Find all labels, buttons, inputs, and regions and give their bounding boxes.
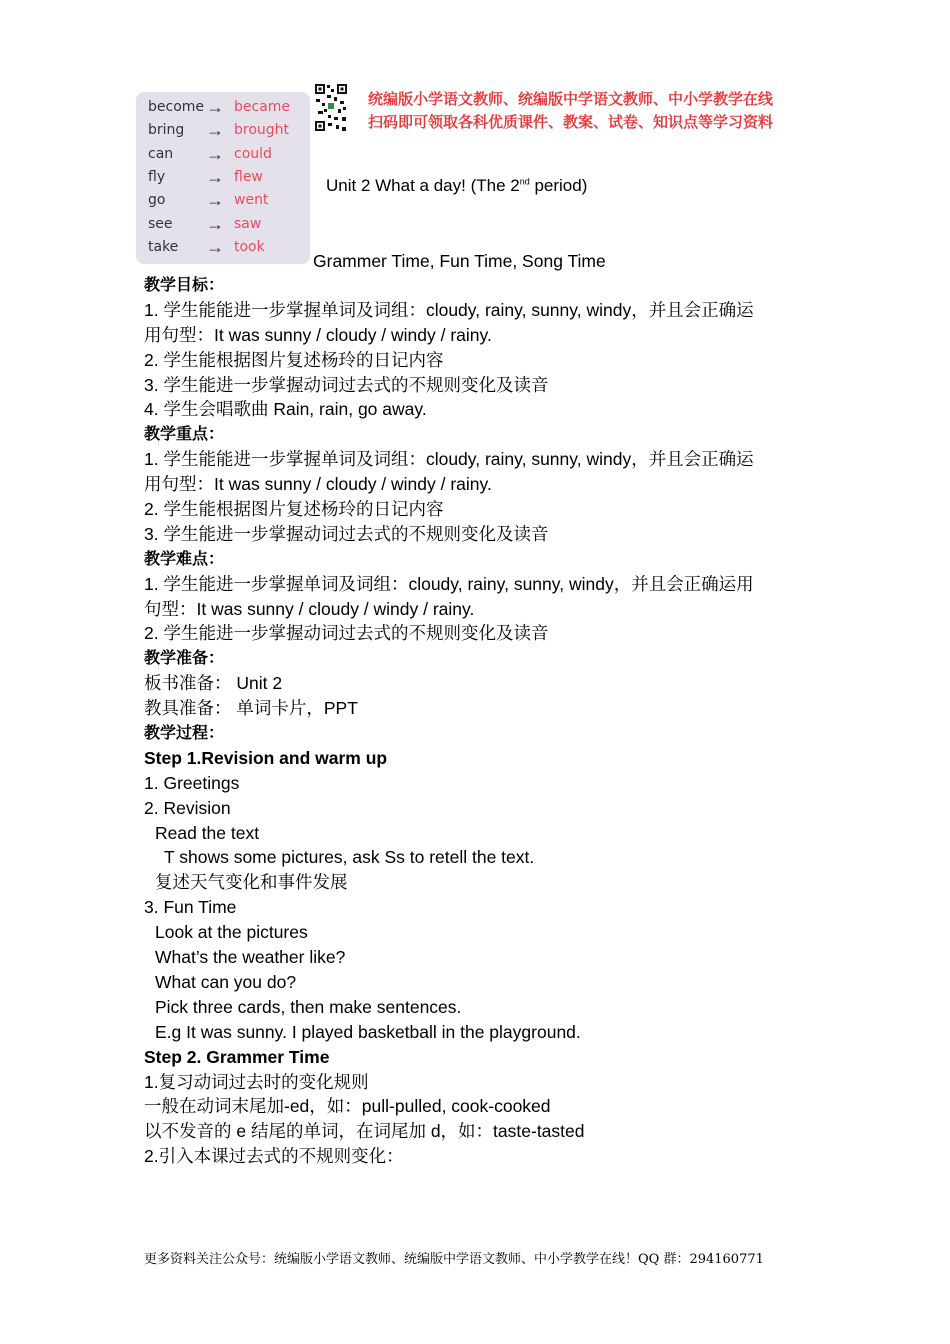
text-line: 2. 学生能进一步掌握动词过去式的不规则变化及读音 [144,623,549,644]
promo-line-1: 统编版小学语文教师、统编版中学语文教师、中小学教学在线 [368,90,774,108]
text-line: 4. 学生会唱歌曲 Rain, rain, go away. [144,399,427,420]
arrow-right-icon: → [206,166,224,187]
verb-row [148,166,308,192]
subtitle: Grammer Time, Fun Time, Song Time [313,251,606,271]
arrow-right-icon: → [206,97,224,117]
text-line: T shows some pictures, ask Ss to retell the text. [164,847,535,868]
text-line: 2. Revision [144,797,231,818]
verb-past: took [234,238,265,255]
step-heading: Step 1.Revision and warm up [144,747,388,768]
verb-past: became [234,99,291,115]
section-heading: 教学准备： [144,648,225,668]
text-line: 3. 学生能进一步掌握动词过去式的不规则变化及读音 [144,523,549,544]
arrow-right-icon: → [206,120,224,141]
title-main: Unit 2 What a day! (The 2 [326,176,520,195]
section-heading: 教学难点： [144,548,225,568]
verb-base: become [148,99,205,115]
verb-base: see [148,215,173,232]
verb-row [148,143,308,169]
text-line: 复述天气变化和事件发展 [155,872,348,893]
section-heading: 教学重点： [144,424,225,444]
text-line: 1. 学生能能进一步掌握单词及词组：cloudy, rainy, sunny, windy，并且会正确运 [144,449,754,470]
verb-past: could [234,145,272,162]
text-line: 3. 学生能进一步掌握动词过去式的不规则变化及读音 [144,374,549,395]
verb-row [148,99,308,122]
verb-past: went [234,192,269,209]
text-line: 用句型：It was sunny / cloudy / windy / rainy. [144,474,492,495]
verb-past: flew [234,168,263,185]
text-line: 一般在动词末尾加-ed，如：pull-pulled, cook-cooked [144,1096,551,1117]
text-line: 句型：It was sunny / cloudy / windy / rainy. [144,598,475,619]
arrow-right-icon: → [206,213,224,234]
text-line: 教具准备： 单词卡片，PPT [144,698,358,719]
verb-row [148,192,308,215]
text-line: What can you do? [155,971,297,992]
verb-past: brought [234,122,290,139]
qr-code-icon [314,83,348,133]
text-line: 1.复习动词过去时的变化规则 [144,1071,369,1092]
section-heading: 教学过程： [144,723,225,743]
text-line: What’s the weather like? [155,947,346,968]
verb-base: go [148,192,166,209]
text-line: Pick three cards, then make sentences. [155,996,462,1017]
footer: 更多资料关注公众号：统编版小学语文教师、统编版中学语文教师、中小学教学在线！QQ 群：294160771 [144,1252,764,1267]
section-heading: 教学目标： [144,275,225,294]
text-line: 2.引入本课过去式的不规则变化： [144,1146,404,1167]
text-line: 2. 学生能根据图片复述杨玲的日记内容 [144,499,444,520]
arrow-right-icon: → [206,236,224,257]
verb-table-image [136,92,310,264]
text-line: 1. 学生能进一步掌握单词及词组：cloudy, rainy, sunny, windy，并且会正确运用 [144,573,754,594]
verb-base: take [148,238,179,255]
text-line: 2. 学生能根据图片复述杨玲的日记内容 [144,349,444,370]
step-heading: Step 2. Grammer Time [144,1046,330,1067]
text-line: E.g It was sunny. I played basketball in the playground. [155,1021,581,1042]
lesson-content [144,273,814,1169]
arrow-right-icon: → [206,143,224,164]
text-line: Look at the pictures [155,922,308,943]
text-line: 以不发音的 e 结尾的单词，在词尾加 d，如：taste-tasted [144,1121,585,1142]
verb-row [148,213,308,239]
page-title [326,176,587,196]
text-line: 1. Greetings [144,772,240,793]
text-line: 1. 学生能能进一步掌握单词及词组：cloudy, rainy, sunny, windy，并且会正确运 [144,299,754,320]
verb-base: bring [148,122,185,139]
verb-base: can [148,145,174,162]
verb-base: fly [148,168,166,185]
verb-row [148,236,308,262]
verb-past: saw [234,215,262,232]
text-line: 用句型：It was sunny / cloudy / windy / rainy. [144,324,492,345]
text-line: 板书准备： Unit 2 [144,673,283,694]
arrow-right-icon: → [206,190,224,211]
title-sup: nd [519,176,530,187]
verb-row [148,122,308,145]
promo-line-2: 扫码即可领取各科优质课件、教案、试卷、知识点等学习资料 [368,113,774,131]
title-tail: period) [529,176,588,195]
text-line: Read the text [155,822,260,843]
text-line: 3. Fun Time [144,897,237,918]
